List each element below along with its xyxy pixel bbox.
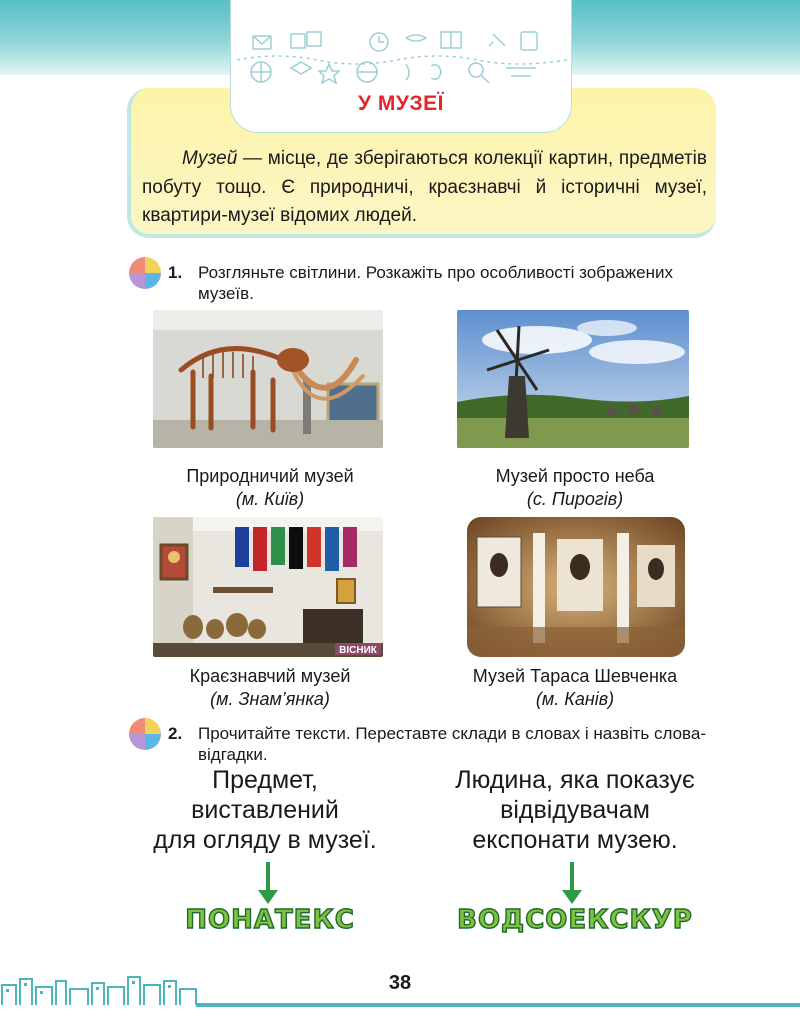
- task-1-number: 1.: [168, 263, 183, 282]
- riddle-line: для огляду в музеї.: [153, 826, 377, 854]
- caption-title: Музей Тараса Шевченка: [472, 666, 678, 686]
- caption-title: Музей просто неба: [495, 466, 655, 486]
- portrait-hall-icon: [467, 517, 685, 657]
- caption-title: Природничий музей: [186, 466, 354, 486]
- footer-divider: [196, 1003, 800, 1007]
- pinwheel-task-icon: [128, 256, 162, 290]
- task-2-text: Прочитайте тексти. Переставте склади в словах і назвіть слова-відгадки.: [198, 724, 707, 764]
- caption-place: (м. Знам’янка): [210, 689, 330, 709]
- caption-shevchenko-museum: [440, 665, 710, 711]
- pinwheel-task-icon: [128, 717, 162, 751]
- riddle-line: Людина, яка показує: [455, 766, 695, 794]
- caption-place: (м. Київ): [235, 489, 305, 509]
- arrow-down-icon: [560, 862, 584, 904]
- definition-text: [142, 145, 707, 231]
- caption-open-air-museum: [440, 465, 710, 511]
- riddle-line: Предмет,: [212, 766, 318, 794]
- folk-exhibit-room-icon: [153, 517, 383, 657]
- caption-place: (м. Канів): [535, 689, 615, 709]
- caption-title: Краєзнавчий музей: [189, 666, 351, 686]
- task-1-text: Розгляньте світлини. Розкажіть про особливості зображених музеїв.: [198, 263, 674, 303]
- photo-natural-history-museum: [153, 310, 383, 448]
- scrambled-answer-1: ПОНАТЕКС: [185, 905, 355, 935]
- definition-term: Музей: [182, 148, 238, 169]
- riddle-line: експонати музею.: [472, 826, 678, 854]
- photo-open-air-museum: [457, 310, 689, 448]
- photo-shevchenko-museum: [467, 517, 685, 657]
- riddle-1: [130, 765, 400, 855]
- page-number: 38: [388, 972, 412, 994]
- mammoth-skeleton-icon: [153, 310, 383, 448]
- photo-local-history-museum: [153, 517, 383, 657]
- page-title: У МУЗЕЇ: [358, 92, 444, 115]
- task-2-number: 2.: [168, 724, 183, 743]
- riddle-line: виставлений: [191, 796, 339, 824]
- caption-natural-history-museum: [130, 465, 410, 511]
- arrow-down-icon: [256, 862, 280, 904]
- definition-body: — місце, де зберігаються колекції картин, предметів побуту тощо. Є природничі, краєзнавчі й історичні музеї, квартири-музеї відомих людей.: [142, 148, 707, 226]
- caption-place: (с. Пирогів): [526, 489, 624, 509]
- title-tab: [230, 0, 572, 133]
- riddle-2: [420, 765, 730, 855]
- caption-local-history-museum: [130, 665, 410, 711]
- scrambled-answer-2: ВОДСОЕКСКУР: [457, 905, 693, 935]
- school-doodles-icon: [231, 24, 571, 94]
- windmill-icon: [457, 310, 689, 448]
- riddle-line: відвідувачам: [500, 796, 650, 824]
- watermark-text: ВІСНИК: [339, 645, 377, 656]
